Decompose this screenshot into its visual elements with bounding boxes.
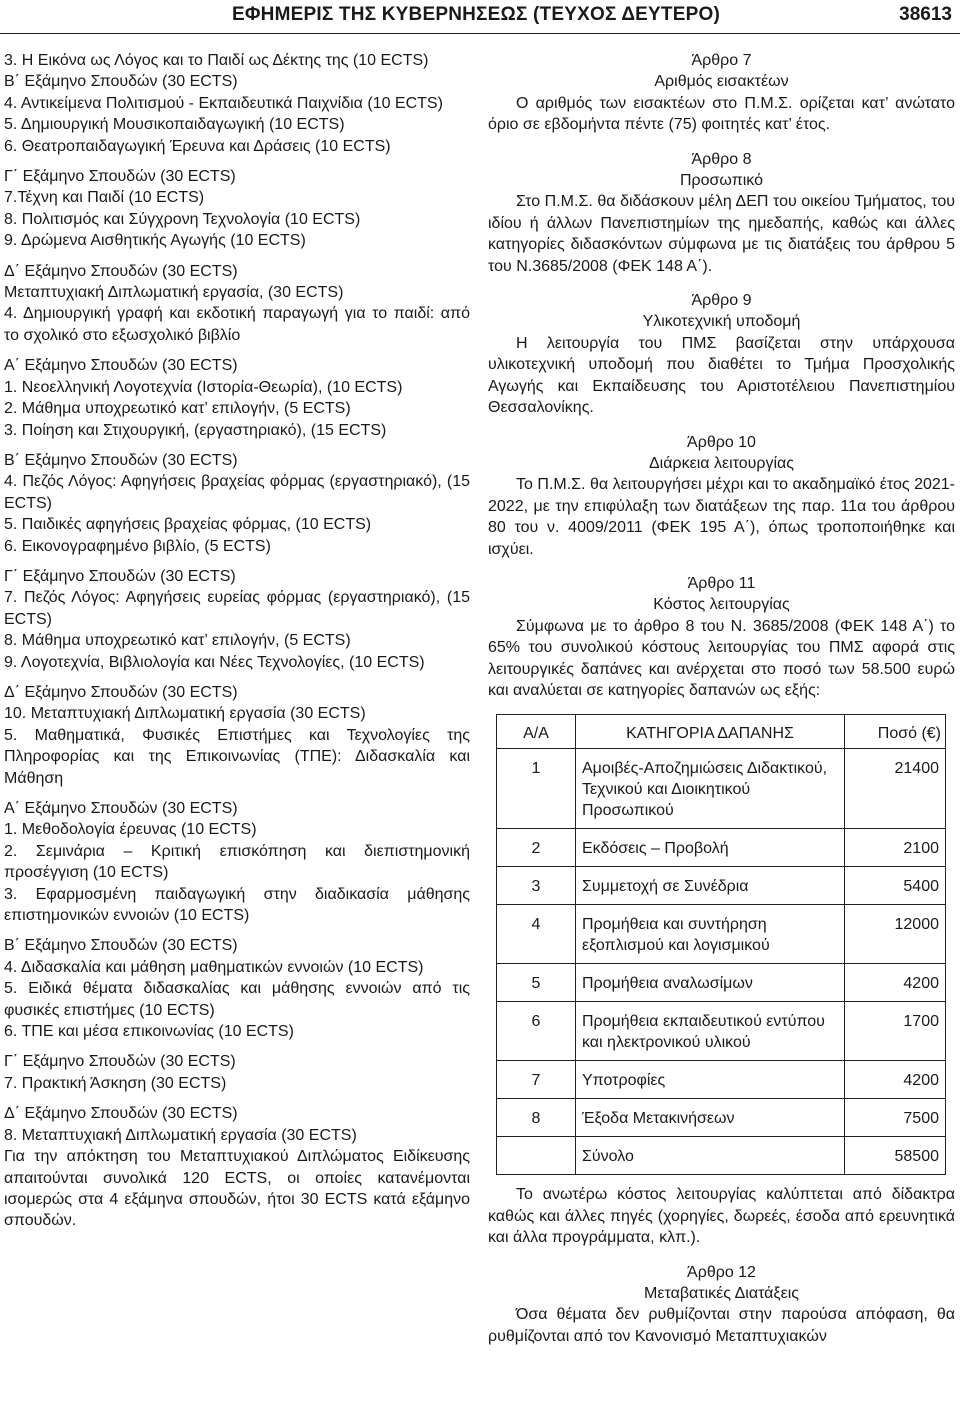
course-item: 4. Πεζός Λόγος: Αφηγήσεις βραχείας φόρμας (εργαστηριακό), (15 ECTS) <box>4 473 470 512</box>
table-row <box>497 905 946 964</box>
article-12-text: Όσα θέματα δεν ρυθμίζονται στην παρούσα απόφαση, θα ρυθμίζονται από τον Κανονισμό Μεταπτυχιακών <box>488 1306 955 1345</box>
column-header-amount: Ποσό (€) <box>845 715 946 749</box>
course-item: 6. ΤΠΕ και μέσα επικοινωνίας (10 ECTS) <box>4 1023 294 1041</box>
cost-table <box>496 714 946 1175</box>
total-label: Σύνολο <box>576 1137 845 1175</box>
article-8-title: Άρθρο 8 <box>691 150 752 168</box>
row-index: 2 <box>497 829 576 867</box>
table-row <box>497 964 946 1002</box>
course-item: 4. Διδασκαλία και μάθηση μαθηματικών εννοιών (10 ECTS) <box>4 958 424 976</box>
course-item: 6. Εικονογραφημένο βιβλίο, (5 ECTS) <box>4 537 271 555</box>
semester-heading: Δ΄ Εξάμηνο Σπουδών (30 ECTS) <box>4 1105 238 1123</box>
semester-heading: Β΄ Εξάμηνο Σπουδών (30 ECTS) <box>4 451 238 469</box>
row-amount: 4200 <box>845 964 946 1002</box>
column-header-index: Α/Α <box>497 715 576 749</box>
article-9-text: Η λειτουργία του ΠΜΣ βασίζεται στην υπάρχουσα υλικοτεχνική υποδομή που διαθέτει το Τμήμα Προσχολικής Αγωγής και Εκπαίδευσης του Αριστοτέλειου Πανεπιστημίου Θεσσαλονίκης. <box>488 334 955 417</box>
article-8-subtitle: Προσωπικό <box>680 172 763 190</box>
total-index-cell <box>497 1137 576 1175</box>
left-column <box>4 50 470 1232</box>
header-rule <box>0 33 960 34</box>
article-7-text: Ο αριθμός των εισακτέων στο Π.Μ.Σ. ορίζεται κατ’ ανώτατο όριο σε εβδομήντα πέντε (75) φοιτητές κατ’ έτος. <box>488 94 955 134</box>
article-10-subtitle: Διάρκεια λειτουργίας <box>648 454 795 472</box>
article-9-subtitle: Υλικοτεχνική υποδομή <box>642 313 801 331</box>
column-header-category: ΚΑΤΗΓΟΡΙΑ ΔΑΠΑΝΗΣ <box>576 715 845 749</box>
table-row <box>497 1061 946 1099</box>
article-7-title: Άρθρο 7 <box>691 52 752 69</box>
row-category: Υποτροφίες <box>576 1061 845 1099</box>
semester-heading: Β΄ Εξάμηνο Σπουδών (30 ECTS) <box>4 937 238 955</box>
row-index: 8 <box>497 1099 576 1137</box>
course-item: 8. Μεταπτυχιακή Διπλωματική εργασία (30 ECTS) <box>4 1126 357 1144</box>
course-item: 4. Αντικείμενα Πολιτισμού - Εκπαιδευτικά Παιχνίδια (10 ECTS) <box>4 94 443 112</box>
table-row <box>497 1099 946 1137</box>
page-number: 38613 <box>899 4 952 25</box>
semester-heading: Α΄ Εξάμηνο Σπουδών (30 ECTS) <box>4 357 238 375</box>
course-item: 5. Ειδικά θέματα διδασκαλίας και μάθησης εννοιών από τις φυσικές επιστήμες (10 ECTS) <box>4 980 470 1019</box>
row-category: Εκδόσεις – Προβολή <box>576 829 845 867</box>
table-row <box>497 749 946 829</box>
table-total-row <box>497 1137 946 1175</box>
article-12-subtitle: Μεταβατικές Διατάξεις <box>644 1285 799 1302</box>
row-category: Προμήθεια εκπαιδευτικού εντύπου και ηλεκτρονικού υλικού <box>576 1002 845 1061</box>
table-row <box>497 829 946 867</box>
course-item: 6. Θεατροπαιδαγωγική Έρευνα και Δράσεις (10 ECTS) <box>4 137 391 155</box>
course-item: 1. Μεθοδολογία έρευνας (10 ECTS) <box>4 821 257 839</box>
semester-heading: Γ΄ Εξάμηνο Σπουδών (30 ECTS) <box>4 567 236 585</box>
course-item: 3. Εφαρμοσμένη παιδαγωγική στην διαδικασία μάθησης επιστημονικών εννοιών (10 ECTS) <box>4 885 470 925</box>
row-index: 3 <box>497 867 576 905</box>
page-header <box>0 0 960 36</box>
article-11-funding-text: Το ανωτέρω κόστος λειτουργίας καλύπτεται από δίδακτρα καθώς και άλλες πηγές (χορηγίες, δωρεές, έσοδα από ερευνητικά και άλλα προγράμματα, κλπ.). <box>488 1186 955 1247</box>
course-item: 7. Πεζός Λόγος: Αφηγήσεις ευρείας φόρμας (εργαστηριακό), (15 ECTS) <box>4 589 470 628</box>
semester-heading: Γ΄ Εξάμηνο Σπουδών (30 ECTS) <box>4 168 236 186</box>
row-amount: 21400 <box>845 749 946 829</box>
article-12-title: Άρθρο 12 <box>687 1263 756 1281</box>
row-category: Αμοιβές-Αποζημιώσεις Διδακτικού, Τεχνικού και Διοικητικού Προσωπικού <box>576 749 845 829</box>
semester-heading: Γ΄ Εξάμηνο Σπουδών (30 ECTS) <box>4 1053 236 1071</box>
course-item: Μεταπτυχιακή Διπλωματική εργασία, (30 ECTS) <box>4 284 344 302</box>
article-8-text: Στο Π.Μ.Σ. θα διδάσκουν μέλη ΔΕΠ του οικείου Τμήματος, του ιδίου ή άλλων Πανεπιστημίων της ημεδαπής, καθώς και άλλες κατηγορίες διδασκόντων σύμφωνα με τις διατάξεις του άρθρου 5 του Ν.3685/2008 (ΦΕΚ 148 Α΄). <box>488 193 955 275</box>
row-amount: 4200 <box>845 1061 946 1099</box>
table-row <box>497 1002 946 1061</box>
semester-heading: Δ΄ Εξάμηνο Σπουδών (30 ECTS) <box>4 262 238 280</box>
row-category: Συμμετοχή σε Συνέδρια <box>576 867 845 905</box>
row-category: Έξοδα Μετακινήσεων <box>576 1099 845 1137</box>
ects-paragraph: Για την απόκτηση του Μεταπτυχιακού Διπλώματος Ειδίκευσης απαιτούνται συνολικά 120 ECTS, οι οποίες κατανέμονται ισομερώς στα 4 εξάμηνα σπουδών, ήτοι 30 ECTS κατά εξάμηνο σπουδών. <box>4 1148 470 1230</box>
course-item: 3. Ποίηση και Στιχουργική, (εργαστηριακό), (15 ECTS) <box>4 421 387 439</box>
row-category: Προμήθεια αναλωσίμων <box>576 964 845 1002</box>
row-amount: 5400 <box>845 867 946 905</box>
semester-heading: Α΄ Εξάμηνο Σπουδών (30 ECTS) <box>4 800 238 817</box>
article-10-text: Το Π.Μ.Σ. θα λειτουργήσει μέχρι και το ακαδημαϊκό έτος 2021-2022, με την επιφύλαξη των διατάξεων της παρ. 11α του άρθρου 80 του ν. 4009/2011 (ΦΕΚ 195 Α΄), όπως τροποποιήθηκε και ισχύει. <box>488 476 955 558</box>
article-10-title: Άρθρο 10 <box>687 433 756 451</box>
specialization-title: 4. Δημιουργική γραφή και εκδοτική παραγωγή για το παιδί: από το σχολικό στο εξωσχολικό βιβλίο <box>4 305 470 344</box>
article-9-title: Άρθρο 9 <box>691 292 752 310</box>
course-item: 2. Μάθημα υποχρεωτικό κατ’ επιλογήν, (5 ECTS) <box>4 400 351 418</box>
course-item: 9. Λογοτεχνία, Βιβλιολογία και Νέες Τεχνολογίες, (10 ECTS) <box>4 653 425 671</box>
course-item: 9. Δρώμενα Αισθητικής Αγωγής (10 ECTS) <box>4 232 306 250</box>
row-amount: 2100 <box>845 829 946 867</box>
specialization-title: 5. Μαθηματικά, Φυσικές Επιστήμες και Τεχνολογίες της Πληροφορίας και της Επικοινωνίας (ΤΠΕ): Διδασκαλία και Μάθηση <box>4 726 470 787</box>
course-item: 8. Μάθημα υποχρεωτικό κατ’ επιλογήν, (5 ECTS) <box>4 632 351 650</box>
row-index: 5 <box>497 964 576 1002</box>
course-item: 7. Πρακτική Άσκηση (30 ECTS) <box>4 1074 227 1092</box>
semester-heading: Δ΄ Εξάμηνο Σπουδών (30 ECTS) <box>4 683 238 701</box>
course-item: 7.Τέχνη και Παιδί (10 ECTS) <box>4 189 205 207</box>
course-item: 5. Δημιουργική Μουσικοπαιδαγωγική (10 ECTS) <box>4 116 345 134</box>
total-amount: 58500 <box>845 1137 946 1175</box>
row-amount: 12000 <box>845 905 946 964</box>
row-index: 7 <box>497 1061 576 1099</box>
row-amount: 1700 <box>845 1002 946 1061</box>
cost-table-header-row <box>497 715 946 749</box>
row-index: 1 <box>497 749 576 829</box>
course-item: 8. Πολιτισμός και Σύγχρονη Τεχνολογία (10 ECTS) <box>4 210 361 228</box>
right-column <box>488 50 955 1347</box>
article-11-subtitle: Κόστος λειτουργίας <box>653 596 790 614</box>
row-category: Προμήθεια και συντήρηση εξοπλισμού και λογισμικού <box>576 905 845 964</box>
course-item: 3. Η Εικόνα ως Λόγος και το Παιδί ως Δέκτης της (10 ECTS) <box>4 52 429 69</box>
gazette-title: ΕΦΗΜΕΡΙΣ ΤΗΣ ΚΥΒΕΡΝΗΣΕΩΣ (ΤΕΥΧΟΣ ΔΕΥΤΕΡΟ) <box>232 4 720 25</box>
course-item: 10. Μεταπτυχιακή Διπλωματική εργασία (30 ECTS) <box>4 705 366 723</box>
article-11-text: Σύμφωνα με το άρθρο 8 του Ν. 3685/2008 (ΦΕΚ 148 Α΄) το 65% του συνολικού κόστους λειτουργίας του ΠΜΣ αφορά στις λειτουργικές δαπάνες και ανέρχεται στο ποσό των 58.500 ευρώ και αναλύεται σε κατηγορίες δαπανών ως εξής: <box>488 617 955 699</box>
course-item: 5. Παιδικές αφηγήσεις βραχείας φόρμας, (10 ECTS) <box>4 516 372 534</box>
row-index: 4 <box>497 905 576 964</box>
semester-heading: Β΄ Εξάμηνο Σπουδών (30 ECTS) <box>4 73 238 91</box>
article-11-title: Άρθρο 11 <box>687 574 756 592</box>
table-row <box>497 867 946 905</box>
row-index: 6 <box>497 1002 576 1061</box>
course-item: 1. Νεοελληνική Λογοτεχνία (Ιστορία-Θεωρία), (10 ECTS) <box>4 378 403 396</box>
row-amount: 7500 <box>845 1099 946 1137</box>
course-item: 2. Σεμινάρια – Κριτική επισκόπηση και διεπιστημονική προσέγγιση (10 ECTS) <box>4 842 470 882</box>
article-7-subtitle: Αριθμός εισακτέων <box>654 73 789 91</box>
